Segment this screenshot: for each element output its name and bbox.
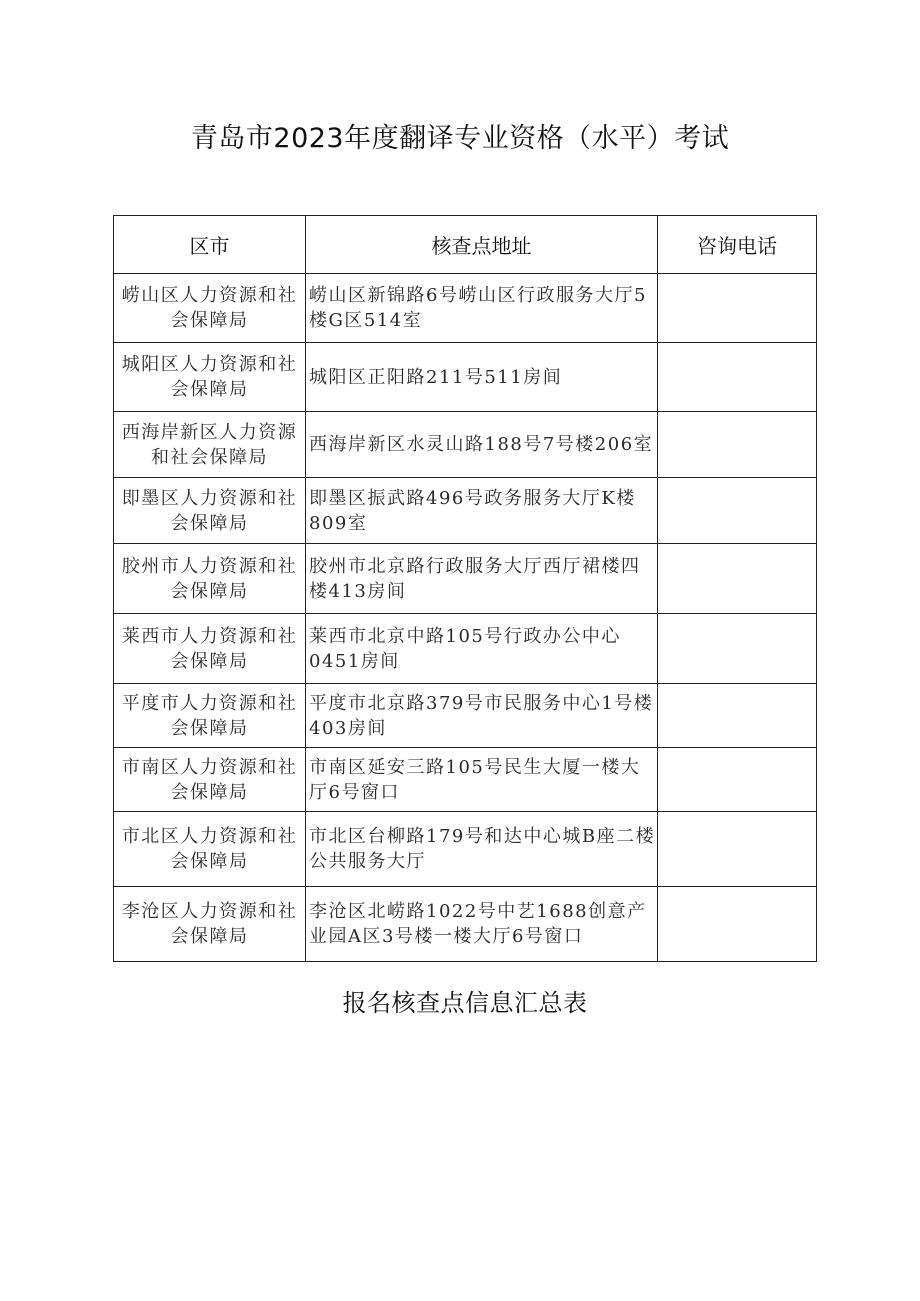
table-row [114, 274, 817, 343]
district-cell: 李沧区人力资源和社会保障局 [114, 887, 306, 962]
table-row [114, 412, 817, 478]
table-row [114, 887, 817, 962]
phone-cell [658, 544, 817, 614]
district-cell: 胶州市人力资源和社会保障局 [114, 544, 306, 614]
table-header-row [114, 216, 817, 274]
table-row [114, 343, 817, 412]
address-cell: 胶州市北京路行政服务大厅西厅裙楼四楼413房间 [306, 544, 658, 614]
address-cell: 平度市北京路379号市民服务中心1号楼403房间 [306, 684, 658, 748]
phone-cell [658, 684, 817, 748]
phone-cell [658, 614, 817, 684]
phone-cell [658, 478, 817, 544]
phone-cell [658, 274, 817, 343]
document-subtitle: 报名核查点信息汇总表 [342, 989, 588, 1017]
address-cell: 市北区台柳路179号和达中心城B座二楼公共服务大厅 [306, 812, 658, 887]
address-cell: 李沧区北崂路1022号中艺1688创意产业园A区3号楼一楼大厅6号窗口 [306, 887, 658, 962]
address-cell: 市南区延安三路105号民生大厦一楼大厅6号窗口 [306, 748, 658, 812]
phone-cell [658, 412, 817, 478]
table-row [114, 812, 817, 887]
district-cell: 崂山区人力资源和社会保障局 [114, 274, 306, 343]
district-cell: 城阳区人力资源和社会保障局 [114, 343, 306, 412]
address-cell: 城阳区正阳路211号511房间 [306, 343, 658, 412]
phone-cell [658, 887, 817, 962]
header-district: 区市 [114, 216, 306, 274]
header-address: 核查点地址 [306, 216, 658, 274]
table-row [114, 544, 817, 614]
district-cell: 平度市人力资源和社会保障局 [114, 684, 306, 748]
address-cell: 崂山区新锦路6号崂山区行政服务大厅5楼G区514室 [306, 274, 658, 343]
district-cell: 西海岸新区人力资源和社会保障局 [114, 412, 306, 478]
phone-cell [658, 748, 817, 812]
district-cell: 市北区人力资源和社会保障局 [114, 812, 306, 887]
district-cell: 即墨区人力资源和社会保障局 [114, 478, 306, 544]
district-cell: 市南区人力资源和社会保障局 [114, 748, 306, 812]
address-cell: 西海岸新区水灵山路188号7号楼206室 [306, 412, 658, 478]
address-cell: 莱西市北京中路105号行政办公中心0451房间 [306, 614, 658, 684]
phone-cell [658, 343, 817, 412]
header-phone: 咨询电话 [658, 216, 817, 274]
table-row [114, 478, 817, 544]
address-cell: 即墨区振武路496号政务服务大厅K楼809室 [306, 478, 658, 544]
table-row [114, 748, 817, 812]
table-row [114, 614, 817, 684]
phone-cell [658, 812, 817, 887]
verification-sites-table [113, 215, 817, 962]
table-row [114, 684, 817, 748]
document-title: 青岛市2023年度翻译专业资格（水平）考试 [190, 123, 730, 154]
district-cell: 莱西市人力资源和社会保障局 [114, 614, 306, 684]
